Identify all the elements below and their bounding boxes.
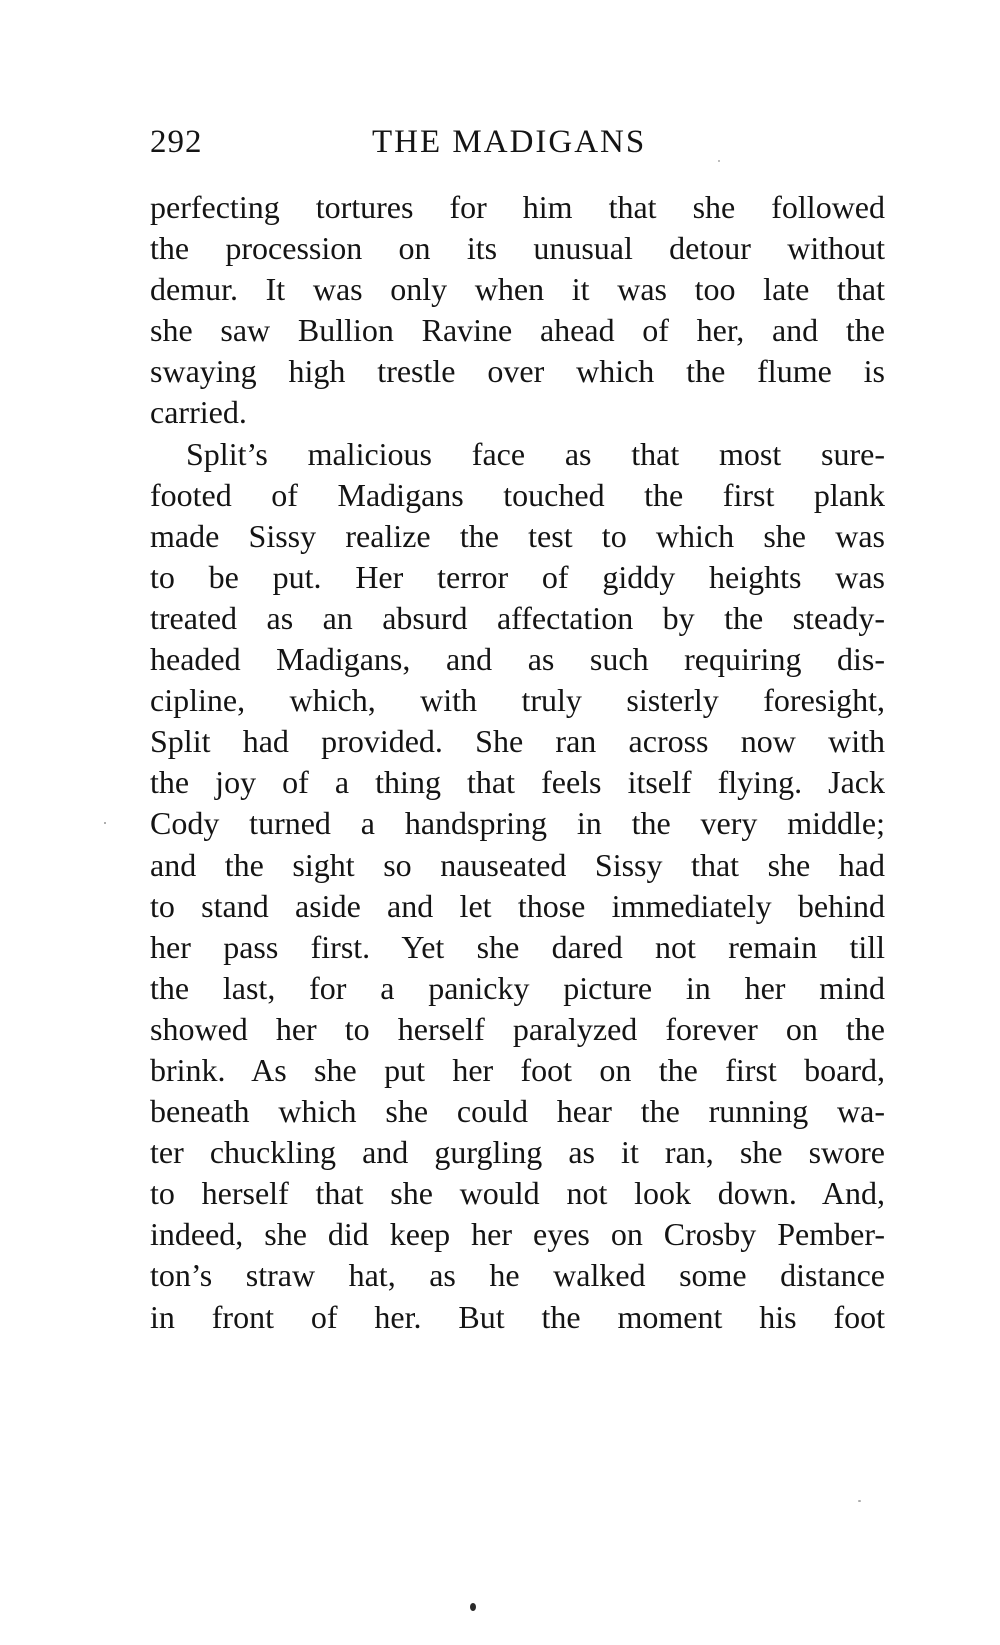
text-line: headed Madigans, and as such requiring dis-	[150, 641, 885, 678]
text-line: perfecting tortures for him that she followed	[150, 189, 885, 225]
print-speck	[858, 1500, 861, 1502]
text-line: swaying high trestle over which the flume is	[150, 353, 885, 390]
text-line: brink. As she put her foot on the first board,	[150, 1051, 885, 1088]
text-line: Split’s malicious face as that most sure-	[186, 435, 885, 472]
text-line: her pass first. Yet she dared not remain till	[150, 928, 885, 965]
text-line: made Sissy realize the test to which she was	[150, 517, 885, 554]
page-number: 292	[150, 124, 203, 160]
text-line: and the sight so nauseated Sissy that she had	[150, 846, 885, 883]
text-line: to be put. Her terror of giddy heights was	[150, 558, 885, 595]
text-line: footed of Madigans touched the first plank	[150, 476, 885, 513]
text-line: treated as an absurd affectation by the steady-	[150, 599, 885, 636]
text-line: demur. It was only when it was too late that	[150, 271, 885, 308]
text-line: Cody turned a handspring in the very middle;	[150, 805, 885, 842]
body-text	[150, 187, 885, 1338]
text-line: in front of her. But the moment his foot	[150, 1298, 885, 1335]
text-line: indeed, she did keep her eyes on Crosby Pember-	[150, 1216, 885, 1253]
text-line: the joy of a thing that feels itself flying. Jack	[150, 764, 885, 801]
text-line: cipline, which, with truly sisterly foresight,	[150, 682, 885, 719]
print-speck	[470, 1603, 476, 1611]
text-line: showed her to herself paralyzed forever on the	[150, 1010, 885, 1047]
text-line: to stand aside and let those immediately behind	[150, 887, 885, 924]
print-speck	[104, 822, 106, 824]
running-head: THE MADIGANS	[372, 124, 647, 160]
text-line: to herself that she would not look down. And,	[150, 1175, 885, 1212]
text-line: ter chuckling and gurgling as it ran, she swore	[150, 1134, 885, 1171]
text-line: carried.	[150, 394, 247, 431]
text-line: ton’s straw hat, as he walked some distance	[150, 1257, 885, 1294]
text-line: the procession on its unusual detour without	[150, 230, 885, 267]
text-line: she saw Bullion Ravine ahead of her, and the	[150, 312, 885, 349]
text-line: Split had provided. She ran across now with	[150, 723, 885, 760]
page-header	[150, 118, 885, 166]
print-speck	[718, 160, 720, 162]
text-line: beneath which she could hear the running wa-	[150, 1093, 885, 1130]
text-line: the last, for a panicky picture in her mind	[150, 969, 885, 1006]
